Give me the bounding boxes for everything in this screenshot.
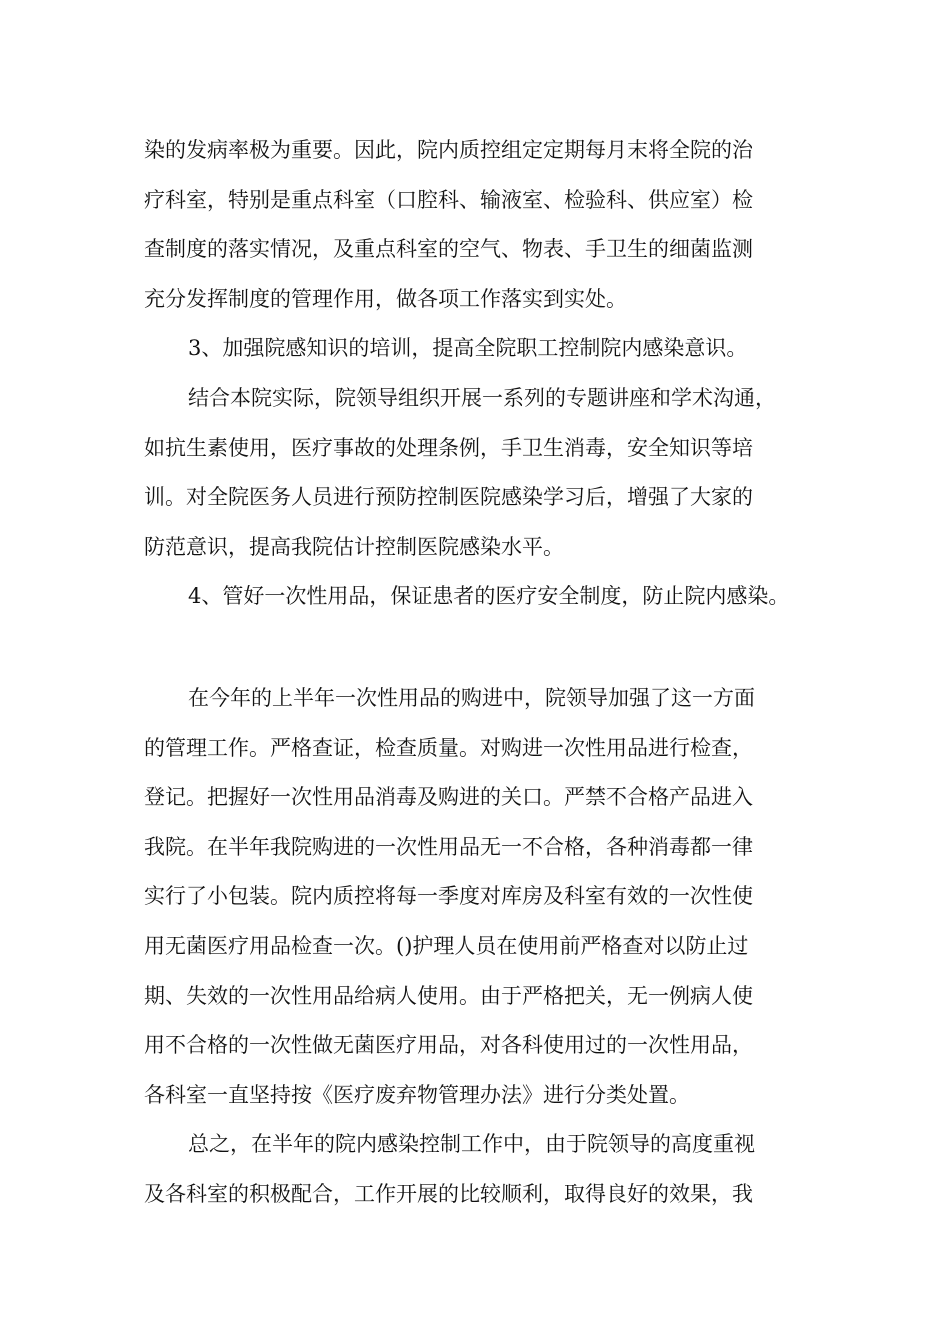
text-line: 及各科室的积极配合，工作开展的比较顺利，取得良好的效果，我: [144, 1181, 753, 1206]
text-line: 总之，在半年的院内感染控制工作中，由于院领导的高度重视: [188, 1132, 755, 1157]
text-line: 用不合格的一次性做无菌医疗用品，对各科使用过的一次性用品，: [144, 1033, 753, 1058]
text-block-bottom: [144, 674, 824, 1220]
text-line: 如抗生素使用，医疗事故的处理条例，手卫生消毒，安全知识等培: [144, 435, 753, 460]
text-block-top: [144, 126, 824, 622]
text-line: 登记。把握好一次性用品消毒及购进的关口。严禁不合格产品进入: [144, 785, 753, 810]
text-line: 我院。在半年我院购进的一次性用品无一不合格，各种消毒都一律: [144, 834, 753, 859]
text-line: 查制度的落实情况，及重点科室的空气、物表、手卫生的细菌监测: [144, 237, 753, 262]
text-line: 用无菌医疗用品检查一次。()护理人员在使用前严格查对以防止过: [144, 933, 749, 958]
text-line: 各科室一直坚持按《医疗废弃物管理办法》进行分类处置。: [144, 1082, 690, 1107]
text-line: 疗科室，特别是重点科室（口腔科、输液室、检验科、供应室）检: [144, 187, 753, 212]
text-line: 期、失效的一次性用品给病人使用。由于严格把关，无一例病人使: [144, 983, 753, 1008]
text-line: 在今年的上半年一次性用品的购进中，院领导加强了这一方面: [188, 686, 755, 710]
text-line: 训。对全院医务人员进行预防控制医院感染学习后，增强了大家的: [144, 485, 753, 510]
text-line: 实行了小包装。院内质控将每一季度对库房及科室有效的一次性使: [144, 884, 753, 909]
text-line: 染的发病率极为重要。因此，院内质控组定定期每月末将全院的治: [144, 138, 753, 162]
section-heading-3: 3、加强院感知识的培训，提高全院职工控制院内感染意识。: [188, 336, 748, 361]
text-line: 结合本院实际，院领导组织开展一系列的专题讲座和学术沟通，: [188, 385, 776, 410]
text-line: 的管理工作。严格查证，检查质量。对购进一次性用品进行检查，: [144, 735, 753, 760]
section-heading-4: 4、管好一次性用品，保证患者的医疗安全制度，防止院内感染。: [188, 584, 790, 609]
text-line: 充分发挥制度的管理作用，做各项工作落实到实处。: [144, 286, 627, 311]
text-line: 防范意识，提高我院估计控制医院感染水平。: [144, 534, 564, 559]
